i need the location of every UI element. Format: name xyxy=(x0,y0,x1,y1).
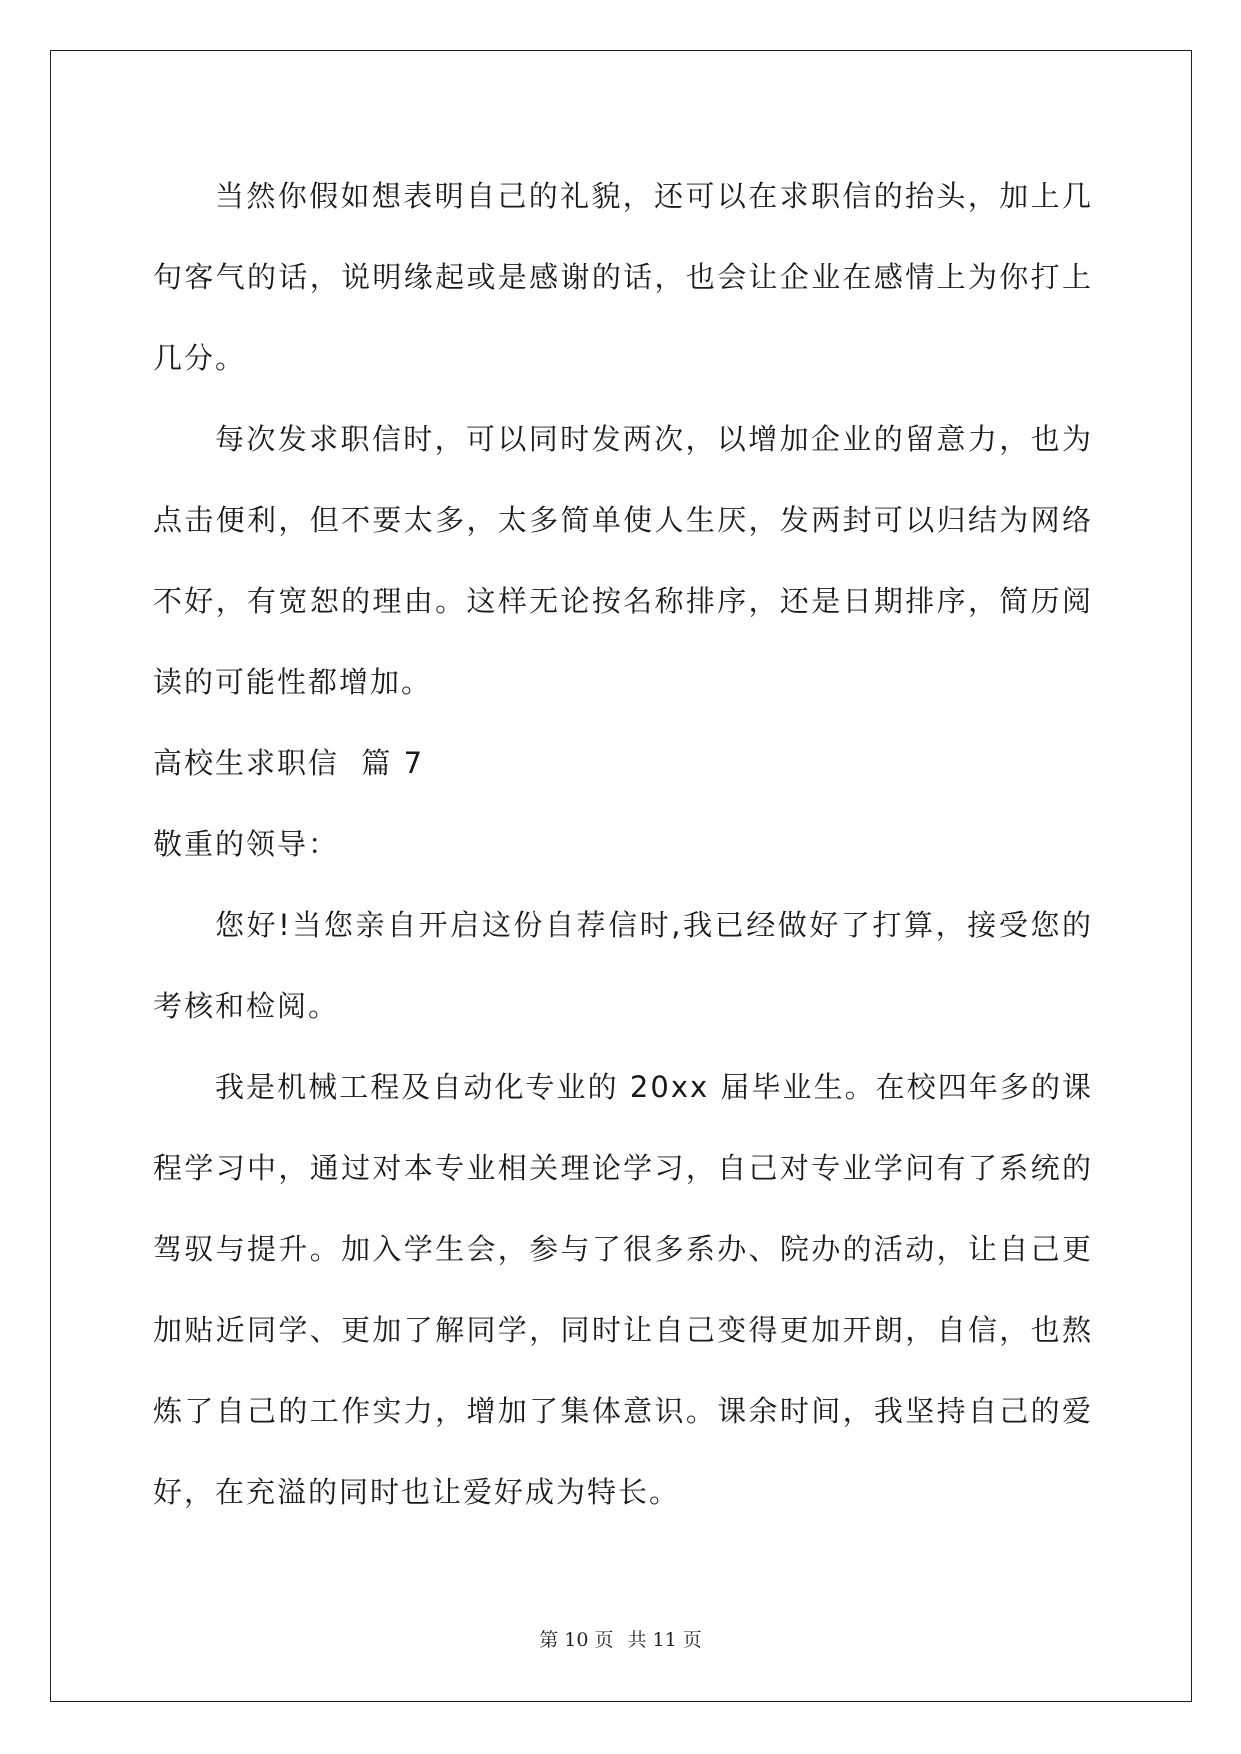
section-heading: 高校生求职信 篇 7 xyxy=(153,746,425,780)
salutation: 敬重的领导： xyxy=(153,827,340,861)
document-body xyxy=(153,156,1093,1533)
paragraph-courtesy: 当然你假如想表明自己的礼貌，还可以在求职信的抬头，加上几句客气的话，说明缘起或是感谢的话，也会让企业在感情上为你打上几分。 xyxy=(153,179,1093,375)
paragraph-self-introduction: 我是机械工程及自动化专业的 20xx 届毕业生。在校四年多的课程学习中，通过对本专业相关理论学习，自己对专业学问有了系统的驾驭与提升。加入学生会，参与了很多系办、院办的活动，让自己更加贴近同学、更加了解同学，同时让自己变得更加开朗，自信，也熬炼了自己的工作实力，增加了集体意识。课余时间，我坚持自己的爱好，在充溢的同时也让爱好成为特长。 xyxy=(153,1070,1093,1509)
page-total: 共 11 页 xyxy=(627,1629,702,1651)
page-footer xyxy=(0,1625,1241,1652)
page-number: 第 10 页 xyxy=(539,1629,614,1651)
paragraph-send-twice: 每次发求职信时，可以同时发两次，以增加企业的留意力，也为点击便利，但不要太多，太多简单使人生厌，发两封可以归结为网络不好，有宽恕的理由。这样无论按名称排序，还是日期排序，简历阅读的可能性都增加。 xyxy=(153,422,1093,699)
paragraph-greeting: 您好!当您亲自开启这份自荐信时,我已经做好了打算，接受您的考核和检阅。 xyxy=(153,908,1093,1023)
